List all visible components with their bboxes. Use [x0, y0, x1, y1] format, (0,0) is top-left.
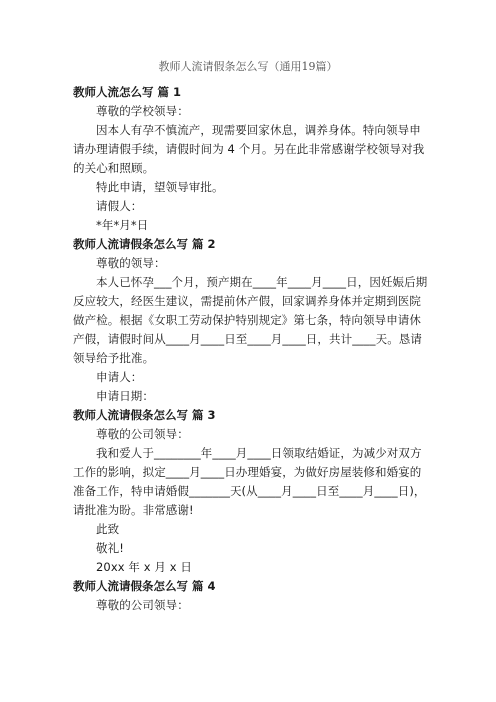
- signature-line: 请假人：: [96, 199, 143, 213]
- date-line: *年*月*日: [96, 218, 149, 232]
- body-paragraph: 我和爱人于________年____月____日领取结婚证，为减少对双方工作的影响，拟定____月____日办理婚宴，为做好房屋装修和婚宴的准备工作，特申请婚假_______天(从____月____日至____月____日)，请批准为盼。非常感谢!: [73, 446, 426, 517]
- section-heading: 教师人流请假条怎么写 篇 2: [73, 237, 216, 251]
- salutation: 尊敬的公司领导：: [96, 598, 189, 612]
- date-line: 20xx 年 x 月 x 日: [96, 560, 193, 574]
- body-paragraph: 特此申请，望领导审批。: [96, 180, 224, 194]
- salutation: 尊敬的学校领导：: [96, 104, 189, 118]
- section-1: [73, 83, 428, 235]
- section-2: [73, 235, 428, 406]
- date-line: 申请日期：: [96, 389, 154, 403]
- signature-line: 申请人：: [96, 370, 143, 384]
- document-title: 教师人流请假条怎么写（通用19篇）: [158, 60, 338, 73]
- section-heading: 教师人流请假条怎么写 篇 3: [73, 408, 216, 422]
- closing-line: 敬礼!: [96, 541, 124, 555]
- section-heading: 教师人流怎么写 篇 1: [73, 85, 182, 99]
- body-paragraph: 因本人有孕不慎流产，现需要回家休息，调养身体。特向领导申请办理请假手续，请假时间为 4 个月。另在此非常感谢学校领导对我的关心和照顾。: [73, 123, 425, 175]
- salutation: 尊敬的领导：: [96, 256, 166, 270]
- section-3: [73, 406, 428, 577]
- closing-line: 此致: [96, 522, 120, 536]
- section-4: [73, 577, 428, 615]
- body-paragraph: 本人已怀孕___个月，预产期在____年____月____日，因妊娠后期反应较大，经医生建议，需提前休产假，回家调养身体并定期到医院做产检。根据《女职工劳动保护特别规定》第七条，特向领导申请休产假，请假时间从____月____日至____月____日，共计____天。恳请领导给予批准。: [73, 275, 428, 365]
- salutation: 尊敬的公司领导：: [96, 427, 189, 441]
- document-body: [73, 83, 428, 615]
- section-heading: 教师人流请假条怎么写 篇 4: [73, 579, 216, 593]
